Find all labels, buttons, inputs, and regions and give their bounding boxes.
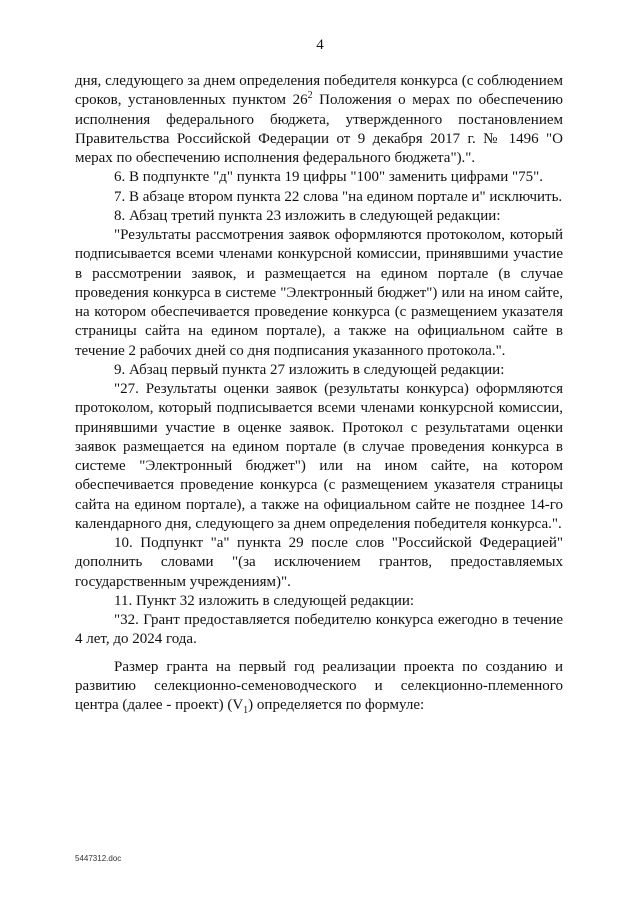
paragraph-text: 8. Абзац третий пункта 23 изложить в следующей редакции:: [114, 207, 501, 224]
superscript-text: 2: [307, 90, 313, 102]
subscript-text: 1: [243, 705, 249, 716]
paragraph-text: дня, следующего за днем определения победителя конкурса (с соблюдением сроков, установленных пунктом 26: [75, 73, 563, 109]
paragraph-p4: [75, 226, 563, 361]
paragraph-text: "Результаты рассмотрения заявок оформляются протоколом, который подписывается всеми членами конкурсной комиссии, принявшими участие в рассмотрении заявок, и размещается на едином портале (в случае проведения конкурса в системе "Электронный бюджет") или на ином сайте, на котором обеспечивается проведение конкурса (с размещением указателя страницы сайта на едином портале), а также на официальном сайте в течение 2 рабочих дней со дня подписания указанного протокола.".: [75, 227, 563, 359]
paragraph-p7: [75, 534, 563, 592]
footer-file-name: 5447312.doc: [75, 854, 122, 863]
paragraph-text: "27. Результаты оценки заявок (результаты конкурса) оформляются протоколом, который подписывается всеми членами конкурсной комиссии, принявшими участие в оценке заявок. Протокол с результатами оценки заявок размещается на едином портале (в случае проведения конкурса в системе "Электронный бюджет") или на ином сайте, на котором обеспечивается проведение конкурса (с размещением указателя страницы сайта на едином портале), а также на официальном сайте не позднее 14-го календарного дня, следующего за днем определения победителя конкурса.".: [75, 381, 563, 532]
paragraph-text: ) определяется по формуле:: [248, 697, 425, 713]
paragraph-p1: [75, 168, 563, 187]
paragraph-text: "32. Грант предоставляется победителю конкурса ежегодно в течение 4 лет, до 2024 года.: [75, 612, 563, 648]
paragraph-text: Размер гранта на первый год реализации проекта по созданию и развитию селекционно-семеноводческого и селекционно-племенного центра (далее - проект) (V: [75, 658, 563, 713]
paragraph-p2: [75, 188, 563, 207]
paragraph-p10: [75, 658, 563, 716]
paragraph-text: 6. В подпункте "д" пункта 19 цифры "100" заменить цифрами "75".: [114, 169, 543, 186]
paragraph-p0: [75, 72, 563, 168]
paragraph-p9: [75, 611, 563, 650]
paragraph-text: Положения о мерах по обеспечению исполнения федерального бюджета, утвержденного постановлением Правительства Российской Федерации от 9 декабря 2017 г. № 1496 "О мерах по обеспечению исполнения федерального бюджета").".: [75, 92, 564, 166]
paragraph-text: 7. В абзаце втором пункта 22 слова "на едином портале и" исключить.: [114, 188, 563, 205]
paragraph-p6: [75, 380, 563, 534]
paragraph-text: 11. Пункт 32 изложить в следующей редакции:: [114, 592, 415, 609]
paragraph-p3: [75, 207, 563, 226]
paragraph-text: 9. Абзац первый пункта 27 изложить в следующей редакции:: [114, 361, 505, 378]
paragraph-p5: [75, 361, 563, 380]
page-number: 4: [316, 37, 324, 53]
document-body: [75, 72, 563, 715]
paragraph-text: 10. Подпункт "а" пункта 29 после слов "Российской Федерацией" дополнить словами "(за исключением грантов, предоставляемых государственным учреждениям)".: [75, 535, 563, 590]
paragraph-p8: [75, 592, 563, 611]
